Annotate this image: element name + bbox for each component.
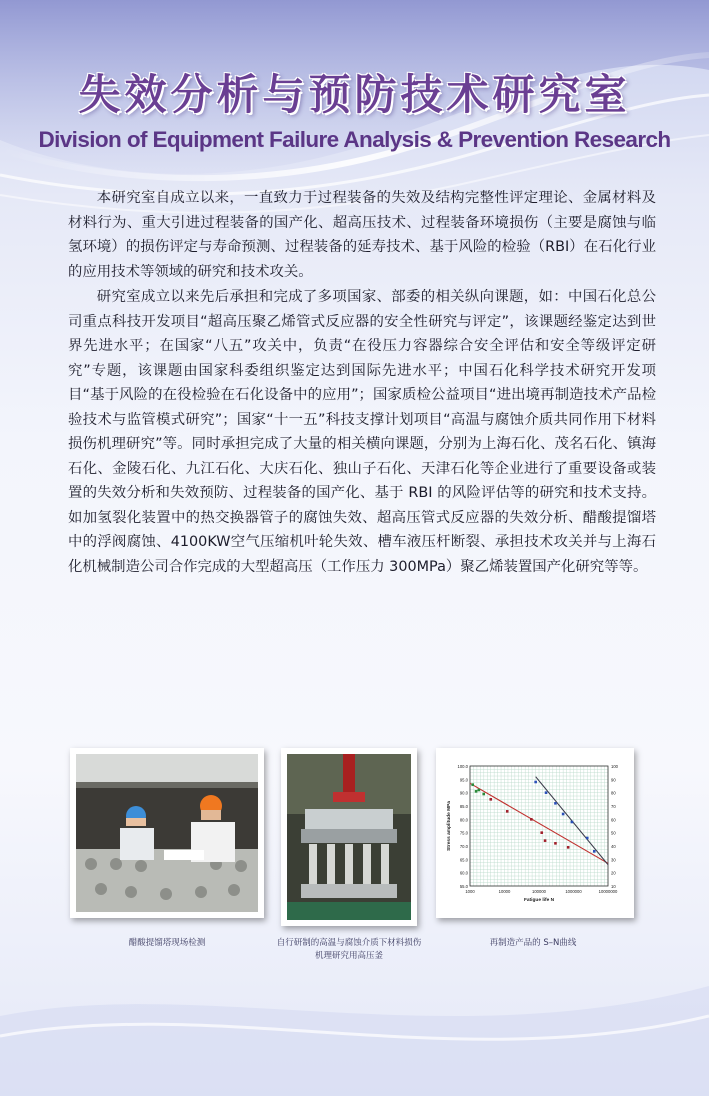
y-tick-label-right: 20 (611, 870, 616, 876)
photo-autoclave (281, 748, 417, 926)
y-tick-label-right: 40 (611, 844, 616, 849)
x-tick-label: 10000 (498, 889, 511, 894)
data-point (586, 837, 589, 840)
y-tick-label-left: 75.0 (459, 830, 468, 836)
data-point (562, 813, 565, 816)
page-title-english: Division of Equipment Failure Analysis & Prevention Research (38, 127, 671, 152)
tower-inspection-image (76, 754, 258, 912)
x-axis-label: Fatigue life N (523, 898, 555, 903)
data-point (478, 789, 481, 792)
data-point (571, 821, 574, 824)
data-point (593, 850, 596, 853)
y-tick-label-left: 65.0 (459, 857, 468, 863)
paragraph-intro: 本研究室自成立以来，一直致力于过程装备的失效及结构完整性评定理论、金属材料及材料行为、重大引进过程装备的国产化、超高压技术、过程装备环境损伤（主要是腐蚀与临氢环境）的损伤评定与寿命预测、过程装备的延寿技术、基于风险的检验（RBI）在石化行业的应用技术等领域的研究和技术攻关。 (68, 190, 656, 280)
y-tick-label-right: 100 (611, 764, 618, 769)
data-point (534, 781, 537, 784)
y-tick-label-left: 55.0 (459, 884, 468, 889)
paragraph-projects: 研究室成立以来先后承担和完成了多项国家、部委的相关纵向课题，如：中国石化总公司重点科技开发项目“超高压聚乙烯管式反应器的安全性研究与评定”，该课题经鉴定达到世界先进水平；在国家“八五”攻关中，负责“在役压力容器综合安全评估和安全等级评定研究”专题，该课题由国家科委组织鉴定达到国际先进水平；中国石化科学技术研究开发项目“基于风险的在役检验在石化设备中的应用”；国家质检公益项目“进出境再制造技术产品检验技术与监管模式研究”；国家“十一五”科技支撑计划项目“高温与腐蚀介质共同作用下材料损伤机理研究”等。同时承担完成了大量的相关横向课题，分别为上海石化、茂名石化、镇海石化、金陵石化、九江石化、大庆石化、独山子石化、天津石化等企业进行了重要设备或装置的失效分析和失效预防、过程装备的国产化、基于 RBI 的风险评估等的研究和技术支持。如加氢裂化装置中的热交换器管子的腐蚀失效、超高压管式反应器的失效分析、醋酸提馏塔中的浮阀腐蚀、4100KW空气压缩机叶轮失效、槽车液压杆断裂、承担技术攻关并与上海石化机械制造公司合作完成的大型超高压（工作压力 300MPa）聚乙烯装置国产化研究等等。 (68, 289, 656, 575)
x-tick-label: 100000 (532, 889, 546, 894)
body-text (68, 186, 656, 580)
y-tick-label-left: 80.0 (459, 817, 468, 823)
sn-curve-chart (442, 754, 628, 912)
data-point (475, 790, 478, 793)
autoclave-image (287, 754, 411, 920)
data-point (489, 798, 492, 801)
data-point (554, 842, 557, 845)
y-tick-label-right: 70 (611, 804, 616, 809)
y-tick-label-right: 90 (611, 777, 616, 783)
data-point (545, 791, 548, 794)
x-tick-label: 1000000 (565, 889, 582, 894)
data-point (482, 793, 485, 796)
data-point (540, 831, 543, 834)
y-tick-label-right: 30 (611, 857, 616, 863)
y-tick-label-right: 50 (611, 830, 616, 836)
caption-photo-2: 自行研制的高温与腐蚀介质下材料损伤机理研究用高压釜 (276, 938, 422, 961)
photo-tower-inspection (70, 748, 264, 918)
data-point (471, 783, 474, 786)
data-point (544, 839, 547, 842)
y-tick-label-right: 80 (611, 790, 616, 796)
data-point (554, 802, 557, 805)
data-point (506, 810, 509, 813)
data-point (567, 846, 570, 849)
caption-photo-1: 醋酸提馏塔现场检测 (128, 938, 206, 948)
x-tick-label: 1000 (465, 889, 475, 894)
x-tick-label: 10000000 (598, 889, 618, 894)
y-tick-label-right: 10 (611, 884, 616, 889)
y-tick-label-left: 60.0 (459, 870, 468, 876)
photo-sn-curve (436, 748, 634, 918)
page-title-chinese: 失效分析与预防技术研究室 (78, 70, 631, 119)
y-tick-label-left: 100.0 (457, 764, 468, 769)
y-tick-label-left: 70.0 (459, 844, 468, 849)
y-tick-label-left: 95.0 (459, 777, 468, 783)
caption-photo-3: 再制造产品的 S–N曲线 (489, 938, 577, 948)
data-point (530, 818, 533, 821)
y-tick-label-left: 85.0 (459, 804, 468, 809)
y-tick-label-right: 60 (611, 817, 616, 823)
footer-wave-decoration (0, 896, 709, 1096)
y-tick-label-left: 90.0 (459, 790, 468, 796)
y-axis-label: Stress amplitude MPa (447, 801, 452, 851)
